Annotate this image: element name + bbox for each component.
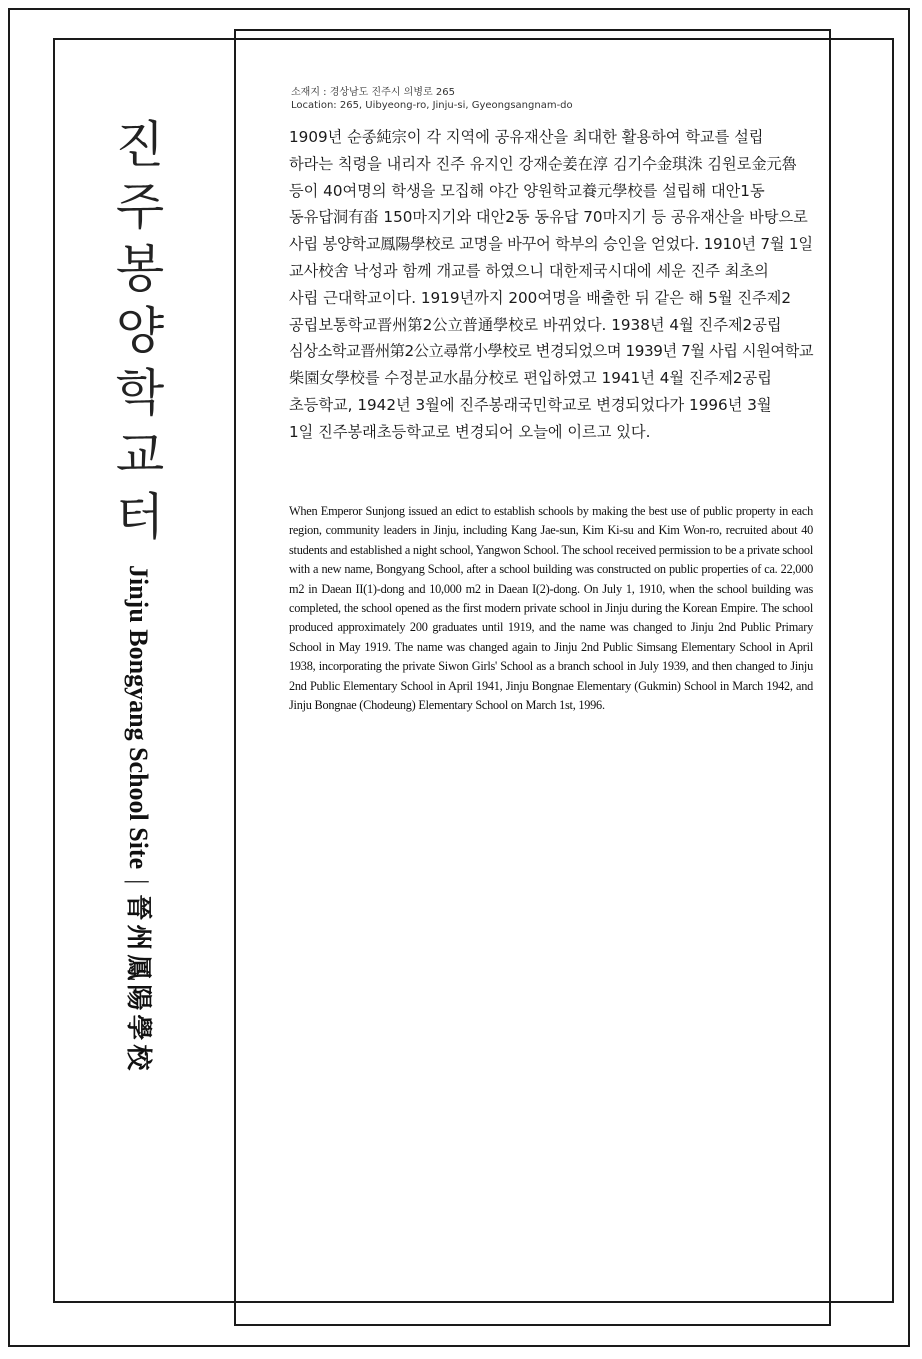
korean-line: 1909년 순종純宗이 각 지역에 공유재산을 최대한 활용하여 학교를 설립: [289, 128, 764, 146]
korean-line: 등이 40여명의 학생을 모집해 야간 양원학교養元學校를 설립해 대안1동: [289, 181, 765, 200]
title-char: 주: [115, 178, 165, 236]
address-korean: 소재지 : 경상남도 진주시 의병로 265: [291, 87, 455, 98]
korean-line: 공립보통학교晋州第2公立普通學校로 바뀌었다. 1938년 4월 진주제2공립: [289, 315, 782, 334]
english-description: When Emperor Sunjong issued an edict to establish schools by making the best use of public property in each region, community leaders in Jinju, including Kang Jae-sun, Kim Ki-su and Kim Won-ro, recruited about 40 students and established a night school, Yangwon School. The school received permission to be a private school with a new name, Bongyang School, after a school building was constructed on public properties of ca. 22,000 m2 in Daean II(1)-dong and 10,000 m2 in Daean I(2)-dong. On July 1, 1910, when the school building was completed, the school opened as the first modern private school in Jinju during the Korean Empire. The school produced approximately 200 graduates until 1919, and the name was changed to Jinju 2nd Public Primary School in May 1919. The name was changed again to Jinju 2nd Public Simsang Elementary School in April 1938, incorporating the private Siwon Girls' School as a branch school in July 1939, and then changed to Jinju 2nd Public Elementary School in April 1941, Jinju Bongnae Elementary (Gukmin) School in March 1942, and Jinju Bongnae (Chodeung) Elementary School on March 1st, 1996.: [289, 504, 813, 713]
korean-vertical-title: [100, 116, 180, 554]
korean-line: 동유답洞有畓 150마지기와 대안2동 동유답 70마지기 등 공유재산을 바탕으로: [289, 208, 808, 227]
korean-line: 사립 봉양학교鳳陽學校로 교명을 바꾸어 학부의 승인을 얻었다. 1910년 7월 1일: [289, 235, 813, 254]
location-block: [291, 86, 573, 112]
korean-description: [289, 124, 813, 446]
english-title: Jinju Bongyang School Site: [124, 565, 153, 870]
title-char: 봉: [115, 240, 165, 298]
title-char: 교: [115, 426, 165, 484]
title-char: 양: [115, 302, 165, 360]
korean-line: 교사校舍 낙성과 함께 개교를 하였으니 대한제국시대에 세운 진주 최초의: [289, 261, 769, 280]
korean-line: 1일 진주봉래초등학교로 변경되어 오늘에 이르고 있다.: [289, 422, 651, 441]
title-separator: |: [124, 879, 153, 885]
korean-line: 사립 근대학교이다. 1919년까지 200여명을 배출한 뒤 같은 해 5월 진주제2: [289, 288, 792, 307]
title-char: 진: [115, 116, 165, 174]
korean-line: 하라는 칙령을 내리자 진주 유지인 강재순姜在淳 김기수金琪洙 김원로金元魯: [289, 154, 797, 173]
title-char: 터: [115, 488, 165, 546]
korean-line: 柴園女學校를 수정분교水晶分校로 편입하였고 1941년 4월 진주제2공립: [289, 369, 772, 388]
korean-line: 초등학교, 1942년 3월에 진주봉래국민학교로 변경되었다가 1996년 3월: [289, 395, 772, 414]
hanja-title: 晉州鳳陽學校: [123, 894, 153, 1075]
title-char: 학: [115, 364, 165, 422]
address-english: Location: 265, Uibyeong-ro, Jinju-si, Gyeongsangnam-do: [291, 100, 573, 111]
korean-line: 심상소학교晋州第2公立尋常小學校로 변경되었으며 1939년 7월 사립 시원여학교: [289, 342, 814, 361]
english-vertical-title: [123, 565, 153, 1074]
